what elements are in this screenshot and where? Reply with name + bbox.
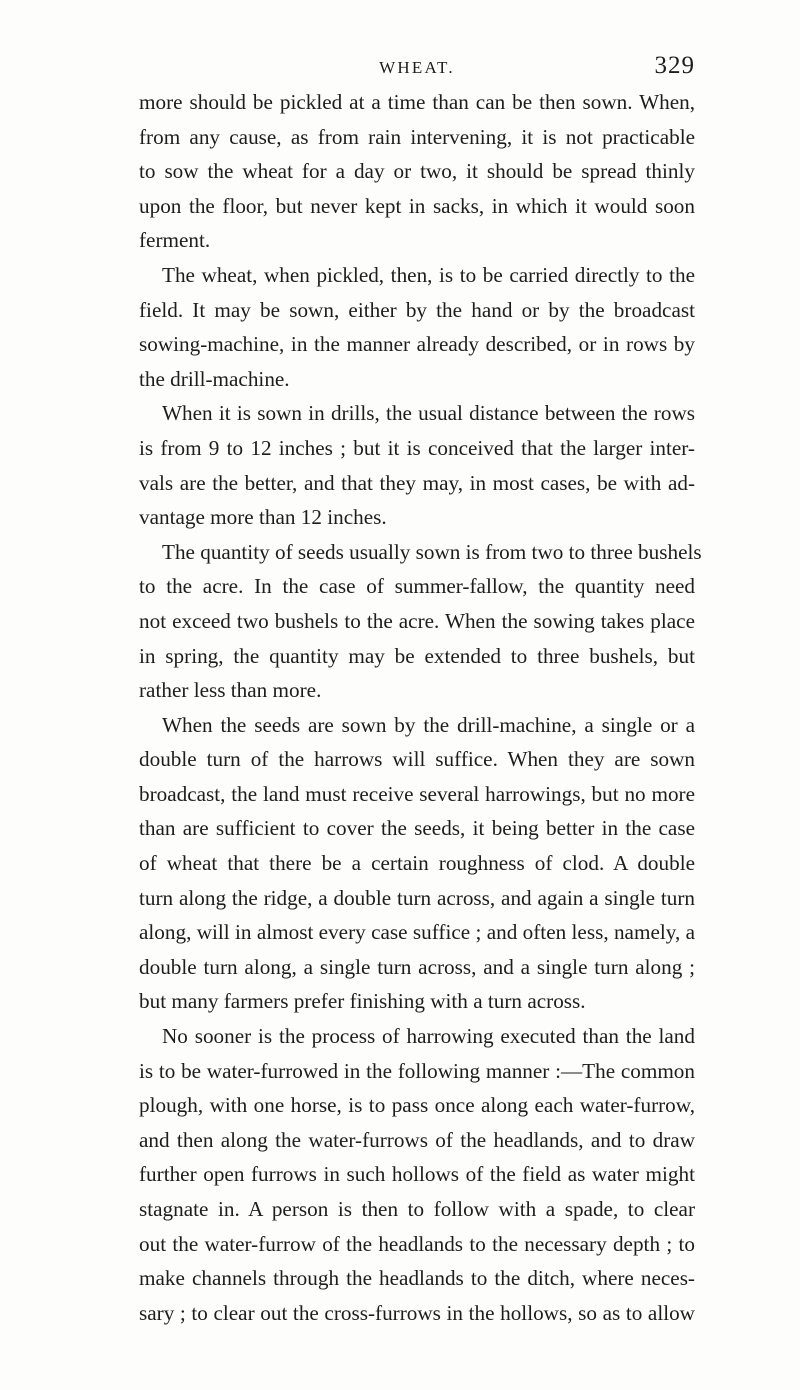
text-line: than are sufficient to cover the seeds, it being better in the case (139, 816, 695, 841)
text-line: the drill-machine. (139, 366, 290, 391)
text-line: vantage more than 12 inches. (139, 505, 387, 530)
text-line: but many farmers prefer finishing with a turn across. (139, 989, 586, 1014)
text-line: broadcast, the land must receive several harrowings, but no more (139, 781, 695, 806)
text-line: make channels through the headlands to the ditch, where neces- (139, 1266, 695, 1291)
text-line: in spring, the quantity may be extended to three bushels, but (139, 643, 695, 668)
text-line: from any cause, as from rain intervening, it is not practicable (139, 124, 695, 149)
text-line: out the water-furrow of the headlands to the necessary depth ; to (139, 1231, 695, 1256)
text-line: to sow the wheat for a day or two, it should be spread thinly (139, 159, 695, 184)
text-line: is from 9 to 12 inches ; but it is conceived that the larger inter- (139, 435, 695, 460)
text-line: ferment. (139, 228, 211, 253)
text-line: to the acre. In the case of summer-fallow, the quantity need (139, 574, 695, 599)
page-number: 329 (654, 52, 695, 79)
text-line: of wheat that there be a certain roughness of clod. A double (139, 851, 695, 876)
text-line: upon the floor, but never kept in sacks, in which it would soon (139, 193, 695, 218)
text-line: vals are the better, and that they may, in most cases, be with ad- (139, 470, 695, 495)
text-line: rather less than more. (139, 678, 322, 703)
text-line: is to be water-furrowed in the following manner :—The common (139, 1058, 695, 1083)
text-line: more should be pickled at a time than can be then sown. When, (139, 90, 695, 114)
text-line: and then along the water-furrows of the headlands, and to draw (139, 1127, 695, 1152)
text-line: double turn along, a single turn across, and a single turn along ; (139, 954, 695, 979)
text-line: not exceed two bushels to the acre. When the sowing takes place (139, 608, 695, 633)
text-line: turn along the ridge, a double turn across, and again a single turn (139, 885, 695, 910)
text-line: field. It may be sown, either by the hand or by the broadcast (139, 297, 695, 322)
text-line: plough, with one horse, is to pass once along each water-furrow, (139, 1093, 695, 1118)
text-line: along, will in almost every case suffice ; and often less, namely, a (139, 920, 695, 945)
text-line: When it is sown in drills, the usual distance between the rows (162, 401, 695, 426)
text-line: The quantity of seeds usually sown is from two to three bushels (162, 539, 702, 564)
body-text (139, 85, 702, 1330)
page-header (139, 52, 695, 82)
text-line: double turn of the harrows will suffice. When they are sown (139, 747, 695, 772)
running-title: WHEAT. (379, 58, 455, 77)
text-line: further open furrows in such hollows of the field as water might (139, 1162, 695, 1187)
text-line: sowing-machine, in the manner already described, or in rows by (139, 332, 695, 357)
text-line: The wheat, when pickled, then, is to be carried directly to the (162, 262, 695, 287)
text-line: No sooner is the process of harrowing executed than the land (162, 1024, 695, 1049)
text-line: When the seeds are sown by the drill-machine, a single or a (162, 712, 695, 737)
text-line: stagnate in. A person is then to follow with a spade, to clear (139, 1197, 695, 1221)
text-line: sary ; to clear out the cross-furrows in the hollows, so as to allow (139, 1300, 695, 1325)
